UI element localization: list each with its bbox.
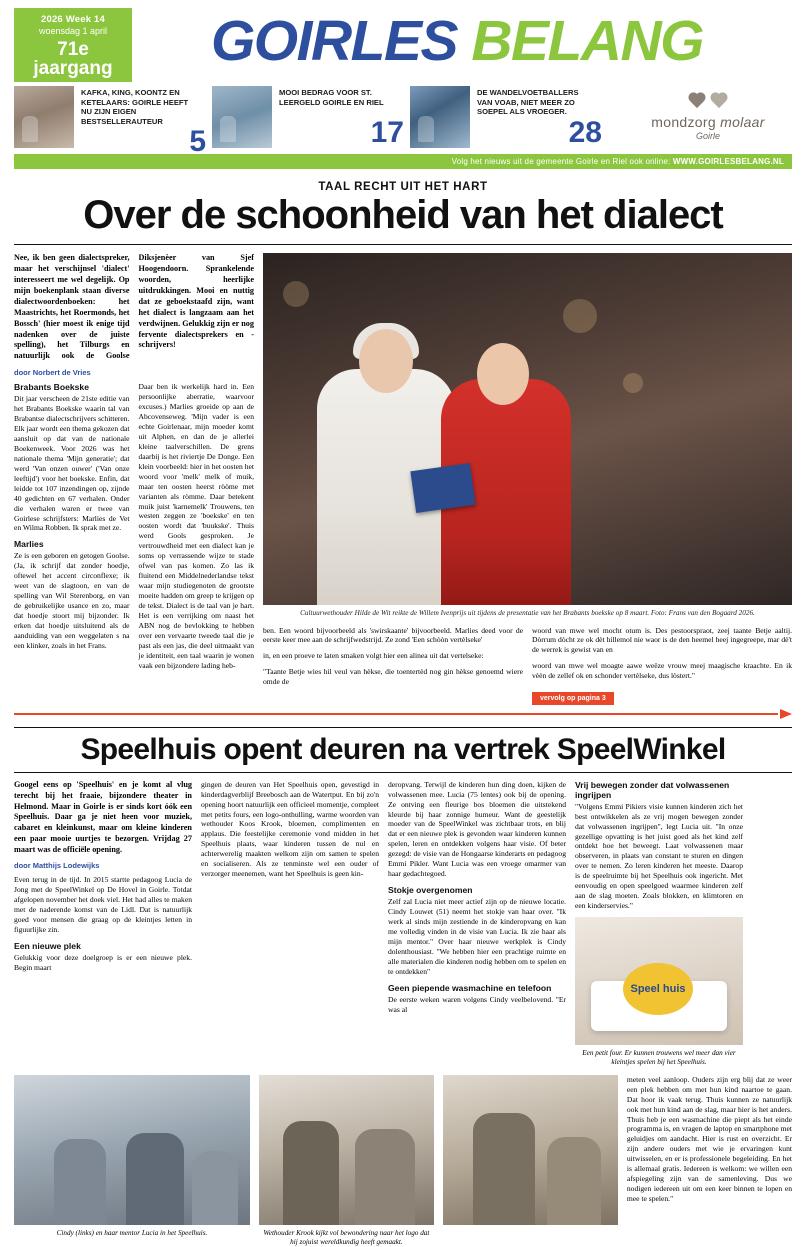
article1-paragraph: "Taante Betje wies hil veul van hèkse, die toentertèd nog gin hèkse genoemd wiere omde de	[263, 667, 523, 687]
article2-column-4	[575, 780, 743, 1068]
advert-subtitle: Goirle	[695, 131, 720, 141]
teaser-photo-author	[14, 86, 74, 148]
person-silhouette	[126, 1133, 184, 1225]
article2-photo-cake	[575, 917, 743, 1045]
person-silhouette	[547, 1137, 601, 1225]
article2-column-3	[388, 780, 566, 1068]
arrow-icon	[780, 709, 792, 719]
article2-subhead-1: Een nieuwe plek	[14, 940, 81, 951]
article1-paragraph: Ze is een geboren en getogen Goolse. (Ja, ik schrijf dat zonder hoedje, oftewel het accent circonflexe; ik weet van de slagtoon, en van de spelling van Wil Sterenborg, en van de gebruikelijke usance en zo, maar dat hoedje stoort mij bijzonder. Ik erken dat hoedje uitsluitend als de aanduiding van een weggelaten s na een klinker, zoals in het Frans.	[14, 551, 130, 650]
person-silhouette	[54, 1139, 106, 1225]
advert-name-part1: mondzorg	[651, 114, 716, 130]
article1-paragraph: Daar ben ik werkelijk hard in. Een persoonlijke aberratie, waarvoor excuses.) Marlies groeide op aan de Abcovenseweg. 'Mijn vader is een echte Goirlenaar, mijn moeder komt uit Alphen, en dan de je allerlei kleine taalverschillen. De grens daarbij is het riviertje De Donge. Een klein voorbeeld: hier in het oosten het woord voor 'melk' melk of muik, maar ten oosten heerst ròòme met varianten als ròmme. Daar betekent muik juist 'karnemelk' Trouwens, ten westen zeggen ze 'boekske' en ten oosten wordt dat 'buukske'. Thuis werd Gools gesproken. Je vertrouwdheid met een dialect kan je soms op verrassende wijze te stade ofwel van pas komen. Zo las ik fluitend een Middelnederlandse tekst waar mijn studiegenoten de grootste moeite hadden om greep te krijgen op de tekst. Dialect is de taal van je hart. Het is een verrijking om naast het ABN nog de bevlokking te hebben over een vervaarte tweede taal die je past als een jas, die deel uitmaakt van je identiteit, een taal waarin je wonen vaak een bijzondere lading heb-	[138, 382, 254, 670]
article2-paragraph: "Volgens Emmi Pikiers visie kunnen kinderen zich het best ontwikkelen als ze vrij mogen bewegen zonder dat volwassenen ingrijpen", legt Lucia uit. "In onze gezellige opvatting is het juist goed als het kind zelf ontdekt hoe het beweegt. Laat volwassenen maar observeren, in plaats van constant te sturen en dingen over te nemen. Zo leren kinderen het meeste. Daarop is de speelruimte bij het Speelhuis ook ingericht. Met eenvoudig en open speelgoed waarmee kinderen zelf aan de slag moeten. Zoals blokken, en klimtoren en een kinderservies."	[575, 801, 743, 911]
article2-column-5	[627, 1075, 792, 1210]
article2-photo-left	[14, 1075, 250, 1225]
bottom-photo-right-block	[443, 1075, 618, 1225]
article1-paragraph: woord van mwe wel moagte aawe weëze vrouw meej maagische kraachte. En ik vèèn de zellef ok en schonder vertèlseke, dus lòstert."	[532, 661, 792, 681]
advertisement-mondzorg[interactable]	[624, 86, 792, 148]
bokeh-light	[623, 373, 643, 393]
date-day: woensdag 1 april	[38, 26, 108, 36]
continue-badge[interactable]: vervolg op pagina 3	[532, 692, 614, 705]
divider	[14, 727, 792, 728]
teaser-page-number: 28	[568, 116, 602, 149]
date-block	[14, 8, 132, 82]
person-head	[359, 329, 413, 393]
person-head	[477, 343, 529, 405]
article1-subhead-2: Marlies	[14, 539, 44, 550]
teaser-text: DE WANDELVOETBALLERS VAN VOAB, NIET MEER ZO SOEPEL ALS VROEGER.	[477, 88, 579, 117]
article1-divider-arrow	[14, 709, 792, 719]
article1-paragraph: Dit jaar verscheen de 21ste editie van het Brabants Boekske waarin tal van Brabantse dialectschrijvers schitteren. Elk jaar wordt een thema gekozen dat aansluit op dat van de nationale Boekenweek. Voor 2026 was het nationale thema 'Mijn generatie'; dat werd 'Van onzen ouwer' ('Van onze leeftijd') voor het boekske. Enfin, dat leidde tot 107 inzendingen op, zijnde 40 gedichten en 67 verhalen. Onder die verhalen waren er twee van Goirlese schrijfsters: Marlies de Vet en Wilma Robben. Ik sprak met ze.	[14, 394, 130, 533]
article2-paragraph: De eerste weken waren volgens Cindy veelbelovend. "Er was al	[388, 994, 566, 1014]
article1	[14, 253, 792, 705]
person-silhouette	[192, 1151, 238, 1225]
divider	[14, 772, 792, 773]
article2-paragraph: Gelukkig voor deze doelgroep is er een nieuwe plek. Begin maart	[14, 952, 192, 972]
volume-label: 71e jaargang	[33, 39, 113, 79]
article2-caption-cake: Een petit four. Er kunnen trouwens wel meer dan vier kleintjes spelen bij het Speelhuis.	[582, 1049, 736, 1067]
advert-name-part2: molaar	[720, 114, 765, 130]
teaser-page-number: 17	[370, 116, 404, 149]
website-url[interactable]: WWW.GOIRLESBELANG.NL	[672, 157, 784, 166]
online-strip	[14, 154, 792, 169]
bottom-photo-left-block	[14, 1075, 250, 1238]
article1-headline: Over de schoonheid van het dialect	[83, 193, 723, 237]
person-silhouette	[473, 1113, 535, 1225]
article2-paragraph: meten veel aanloop. Ouders zijn erg blij dat ze weer een plek hebben om met hun kind naartoe te gaan. Dat hoor ik vaak terug. Thuis kunnen ze natuurlijk ook met hun kind aan de slag, maar hier is het anders. Thuis heb je een wasmachine die piept als het einde programma is, en vragen de laptop en smartphone met geluidjes om aandacht. Hier is rust en overzicht. Er zijn andere ouders met wie je ervaringen kunt uitwisselen, en er is professionele begeleiding. En het is allemaal gratis. Iedereen is welkom: we willen een afspiegeling zijn van de samenleving. Dus we nodigen iedereen uit om een keer binnen te lopen en mee te spelen."	[626, 1074, 792, 1204]
masthead	[0, 0, 806, 158]
divider-line	[14, 713, 778, 715]
article2-paragraph: Even terug in de tijd. In 2015 startte pedagoog Lucia de Jong met de SpeelWinkel op De Hovel in Goirle. Totdat afgelopen november het doek viel. Het had alles te maken met de naderende komst van de Lidl. Dat is natuurlijk goed voor mensen die graag op de kleintjes letten in figuurlijke zin.	[14, 875, 192, 934]
article2-paragraph: deropvang. Terwijl de kinderen hun ding doen, kijken de volwassenen mee. Lucia (75 lentes) ook bij de opening. Ze ontving een fleurige bos bloemen die uitstekend kleurde bij haar zonnige humeur. Want de geestelijk moeder van de SpeelWinkel was zichtbaar trots, en blij dat er een nieuwe plek is gevonden waar kinderen kunnen spelen, leren en ontdekken volgens haar visie. Of beter gezegd: de visie van de Hongaarse kinderarts en pedagoog Emmi Pikler. Want Lucia was een vroege omarmer van haar gedachtegoed.	[388, 779, 566, 879]
article1-lead: Nee, ik ben geen dialectspreker, maar het verschijnsel 'dialect' interesseert me wel degelijk. Op mijn boekenplank staan diverse dialectwoordenboeken: het Maastrichts, het Roermonds, het Bossch' (hier moest ik enige tijd nadenken over de juiste spelling), het Tilburgs en natuurlijk ook de Goolse Diksjenèer van Sjef Hoogendoorn. Sprankelende woorden, heerlijke uitdrukkingen. Mooi en nuttig dat ze geboekstaafd zijn, want het dialect is langzaam aan het verdwijnen. Gelukkig zijn er nog fervente dialectsprekers en -schrijvers!	[14, 253, 254, 361]
article1-photo	[263, 253, 792, 605]
divider	[14, 244, 792, 245]
article2-headline: Speelhuis opent deuren na vertrek SpeelWinkel	[80, 733, 726, 767]
book-prop	[410, 463, 475, 513]
article2-column-1	[14, 780, 192, 1068]
logo-part2: BELANG	[471, 9, 704, 73]
article2-caption-left: Cindy (links) en haar mentor Lucia in het Speelhuis.	[56, 1228, 208, 1237]
article1-photo-caption: Cultuurwethouder Hilde de Wit reikte de Willem Ivenprijs uit tijdens de presentatie van het Brabants boekske op 8 maart. Foto: Frans van den Bogaard 2026.	[300, 609, 755, 618]
article2-bottom-row	[14, 1075, 792, 1247]
date-week: 2026 Week 14	[40, 14, 106, 25]
heart-logo	[687, 93, 729, 111]
teaser-photo-cheque	[212, 86, 272, 148]
advert-name	[651, 114, 764, 130]
logo-wrap	[132, 8, 792, 80]
article1-continued-columns	[263, 626, 792, 706]
teaser-text: KAFKA, KING, KOONTZ EN KETELAARS: GOIRLE HEEFT NU ZIJN EIGEN BESTSELLERAUTEUR	[81, 88, 189, 127]
teaser-item[interactable]	[14, 86, 212, 158]
article2-paragraph: Zelf zal Lucia niet meer actief zijn op de nieuwe locatie. Cindy Louwet (51) neemt het stokje van haar over. "Ik werk al sinds mijn zestiende in de kinderopvang en kan me volledig vinden in de visie van Lucia. Ik zie haar als mijn mentor." Over haar nieuwe werkplek is Cindy dolenthousiast. "We hebben hier een prachtige ruimte en alle materialen die kinderen nodig hebben om te spelen en te ontdekken"	[388, 897, 566, 976]
article2-subhead-2: Stokje overgenomen	[388, 885, 473, 896]
bokeh-light	[563, 299, 597, 333]
article2-byline: door Matthijs Lodewijks	[14, 861, 100, 871]
teaser-item[interactable]	[212, 86, 410, 148]
article2-photo-mid	[259, 1075, 434, 1225]
article1-text-columns	[14, 382, 254, 670]
article2-lead: Googel eens op 'Speelhuis' en je komt al vlug terecht bij het fraaie, bijzondere theater in Helmond. Maar in Goirle is er sinds kort óók een Speelhuis. Daar ga je niet heen voor muziek, cabaret en kleinkunst, maar om kleine kinderen een paar mooie uurtjes te bezorgen. Vrijdag 27 maart was de officiële opening.	[14, 779, 192, 855]
article1-left-column	[14, 253, 254, 705]
teaser-bar	[14, 86, 792, 158]
article1-kicker: TAAL RECHT UIT HET HART	[318, 181, 488, 193]
article1-paragraph: ben. Een woord bijvoorbeeld als 'swirskaante' bijvoorbeeld. Marlies deed voor de eerste keer mee aan de schrijfwedstrijd. Ze zond 'Een schòòn vertèlseke'	[263, 625, 523, 645]
teaser-item[interactable]	[410, 86, 608, 148]
article2-column-2	[201, 780, 379, 1068]
bokeh-light	[283, 281, 309, 307]
person-silhouette	[283, 1121, 339, 1225]
logo-part1: GOIRLES	[210, 9, 457, 73]
teaser-page-number: 5	[189, 124, 206, 158]
bottom-photo-mid-block	[259, 1075, 434, 1247]
article2-photo-right	[443, 1075, 618, 1225]
article2-subhead-3: Geen piepende wasmachine en telefoon	[388, 982, 552, 993]
article1-paragraph: woord van mwe wel mocht otum is. Des pestoorspraot, zeej taante Betje aaltij. Dòrrum dòcht ze ok dèt hillemol nie waor is de den heemel heej ingegreepe, mar dè't de werrek is gewist van en	[532, 625, 792, 655]
article1-byline: door Norbert de Vries	[14, 368, 91, 378]
newspaper-logo	[122, 8, 792, 74]
heart-icon	[709, 93, 729, 111]
article1-subhead-1: Brabants Boekske	[14, 382, 89, 393]
article2-caption-mid: Wethouder Krook kijkt vol bewondering naar het logo dat hij zojuist wereldkundig heeft gemaakt.	[263, 1228, 430, 1247]
teaser-photo-walking-football	[410, 86, 470, 148]
speelhuis-logo: Speel huis	[623, 963, 693, 1015]
article2-paragraph: gingen de deuren van Het Speelhuis open, gevestigd in kinderdagverblijf Breebosch aan de Watertput. En bij zo'n opening hoort natuurlijk een officieel momentje, compleet met petits fours, een logo-onthulling, warme woorden van wethouder Koos Krook, bloemen, complimenten en applaus. Die feestelijke ceremonie vond midden in het Speelhuis plaats, waar kinderen tussen de nul en achterwerelig maakten welkom zijn om samen te spelen en socialiseren. Als ze tenminste wel een ouder of verzorger meenemen, want het Speelhuis is geen kin-	[201, 779, 379, 879]
person-silhouette	[355, 1129, 415, 1225]
heart-icon	[687, 93, 707, 111]
online-strip-text: Volg het nieuws uit de gemeente Goirle en Riel ook online:	[451, 157, 671, 166]
article1-paragraph: in, en een proeve te laten smaken volgt hier een alinea uit dat vertelseke:	[263, 651, 484, 661]
article2-subhead-4: Vrij bewegen zonder dat volwassenen ingrijpen	[575, 779, 730, 800]
article2	[14, 780, 792, 1068]
article1-right-column	[263, 253, 792, 705]
teaser-text: MOOI BEDRAG VOOR ST. LEERGELD GOIRLE EN RIEL	[279, 88, 384, 107]
